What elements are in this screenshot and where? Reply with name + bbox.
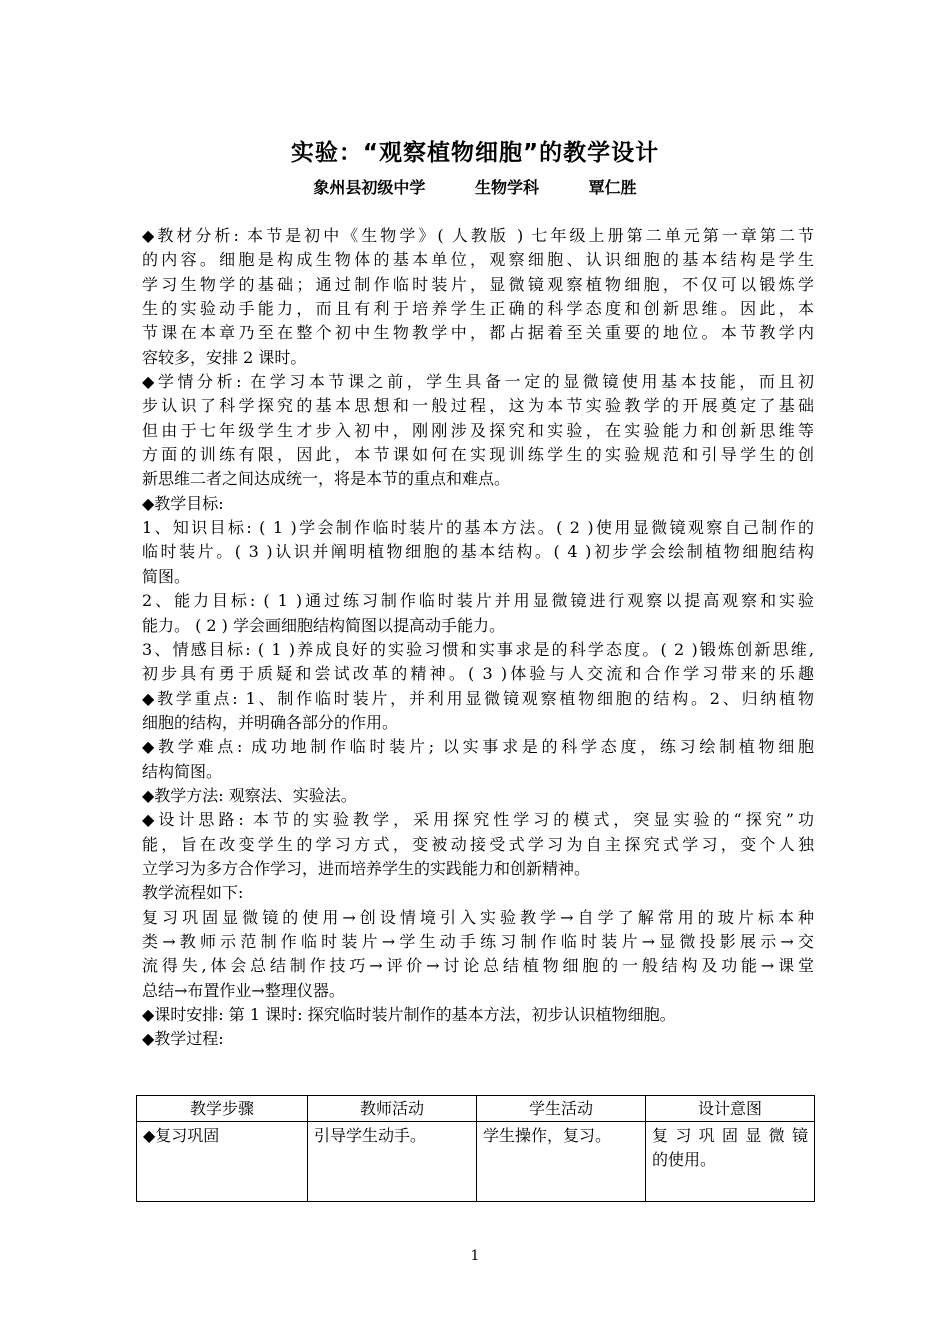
body-line: ◆学情分析: 在学习本节课之前，学生具备一定的显微镜使用基本技能，而且初 [142,372,814,392]
body-line: 临时装片。( 3 )认识并阐明植物细胞的基本结构。( 4 )初步学会绘制植物细胞结构 [142,542,814,562]
table-header-cell: 教学步骤 [137,1096,308,1122]
document-byline [0,175,950,198]
body-line: 的内容。细胞是构成生物体的基本单位，观察细胞、认识细胞的基本结构是学生 [142,250,814,270]
subject-name: 生物学科 [474,178,539,197]
table-header-cell: 教师活动 [308,1096,477,1122]
body-line: 1、知识目标: ( 1 )学会制作临时装片的基本方法。( 2 )使用显微镜观察自己制作的 [142,518,814,538]
body-line: 能，旨在改变学生的学习方式，变被动接受式学习为自主探究式学习，变个人独 [142,834,814,854]
body-line: 复习巩固显微镜的使用→创设情境引入实验教学→自学了解常用的玻片标本种 [142,907,814,927]
author-name: 覃仁胜 [588,178,637,197]
body-line: 步认识了科学探究的基本思想和一般过程，这为本节实验教学的开展奠定了基础 [142,396,814,416]
table-header-row [137,1096,815,1122]
school-name: 象州县初级中学 [313,178,426,197]
body-line: 初步具有勇于质疑和尝试改革的精神。( 3 )体验与人交流和合作学习带来的乐趣 [142,664,814,684]
body-line: ◆设计思路: 本节的实验教学，采用探究性学习的模式，突显实验的“探究”功 [142,810,814,830]
table-header-cell: 学生活动 [477,1096,646,1122]
design-intent-line: 复习巩固显微镜 [652,1126,808,1145]
body-line: 3、情感目标: ( 1 )养成良好的实验习惯和实事求是的科学态度。( 2 )锻炼创新思维, [142,639,814,659]
body-line: 生的实验动手能力，而且有利于培养学生正确的科学态度和创新思维。因此，本 [142,299,814,319]
body-line: 立学习为多方合作学习，进而培养学生的实践能力和创新精神。 [142,858,591,878]
lesson-process-table [136,1095,815,1202]
body-line: ◆教学过程: [142,1029,224,1049]
body-line: ◆教学难点: 成功地制作临时装片; 以实事求是的科学态度，练习绘制植物细胞 [142,737,814,757]
teacher-activity-cell: 引导学生动手。 [308,1122,477,1202]
student-activity-cell: 学生操作，复习。 [477,1122,646,1202]
body-line: 节课在本章乃至在整个初中生物教学中，都占据着至关重要的地位。本节教学内 [142,323,814,343]
body-line: 2、能力目标: ( 1 )通过练习制作临时装片并用显微镜进行观察以提高观察和实验 [142,591,814,611]
document-title: 实验：“观察植物细胞”的教学设计 [290,140,660,166]
body-line: 能力。 ( 2 ) 学会画细胞结构简图以提高动手能力。 [142,615,506,635]
design-intent-cell [646,1122,815,1202]
body-line: ◆课时安排: 第 1 课时: 探究临时装片制作的基本方法，初步认识植物细胞。 [142,1005,676,1024]
document-body [142,224,814,1052]
body-line: ◆教学重点: 1、制作临时装片，并利用显微镜观察植物细胞的结构。2、归纳植物 [142,688,814,708]
body-line: ◆教学目标: [142,493,224,513]
body-line: 新思维二者之间达成统一，将是本节的重点和难点。 [142,469,511,489]
body-line: 类→教师示范制作临时装片→学生动手练习制作临时装片→显微投影展示→交 [142,931,814,951]
body-line: 方面的训练有限，因此，本节课如何在实现训练学生的实验规范和引导学生的创 [142,445,814,465]
body-line: ◆教材分析: 本节是初中《生物学》( 人教版 ) 七年级上册第二单元第一章第二节 [142,226,814,245]
body-line: 流得失,体会总结制作技巧→评价→讨论总结植物细胞的一般结构及功能→课堂 [142,956,814,976]
table-row [137,1122,815,1202]
body-line: 学习生物学的基础；通过制作临时装片，显微镜观察植物细胞，不仅可以锻炼学 [142,274,814,294]
body-line: 结构简图。 [142,761,223,781]
page-number: 1 [470,1248,480,1264]
design-intent-line: 的使用。 [652,1150,717,1169]
table-header-cell: 设计意图 [646,1096,815,1122]
body-line: 教学流程如下: [142,883,244,903]
body-line: 但由于七年级学生才步入初中，刚刚涉及探究和实验，在实验能力和创新思维等 [142,420,814,440]
body-line: 容较多，安排 2 课时。 [142,347,307,367]
body-line: ◆教学方法: 观察法、实验法。 [142,785,357,805]
body-line: 总结→布置作业→整理仪器。 [142,980,345,1000]
body-line: 细胞的结构，并明确各部分的作用。 [142,712,399,732]
body-line: 简图。 [142,566,191,586]
step-cell: ◆复习巩固 [137,1122,308,1202]
